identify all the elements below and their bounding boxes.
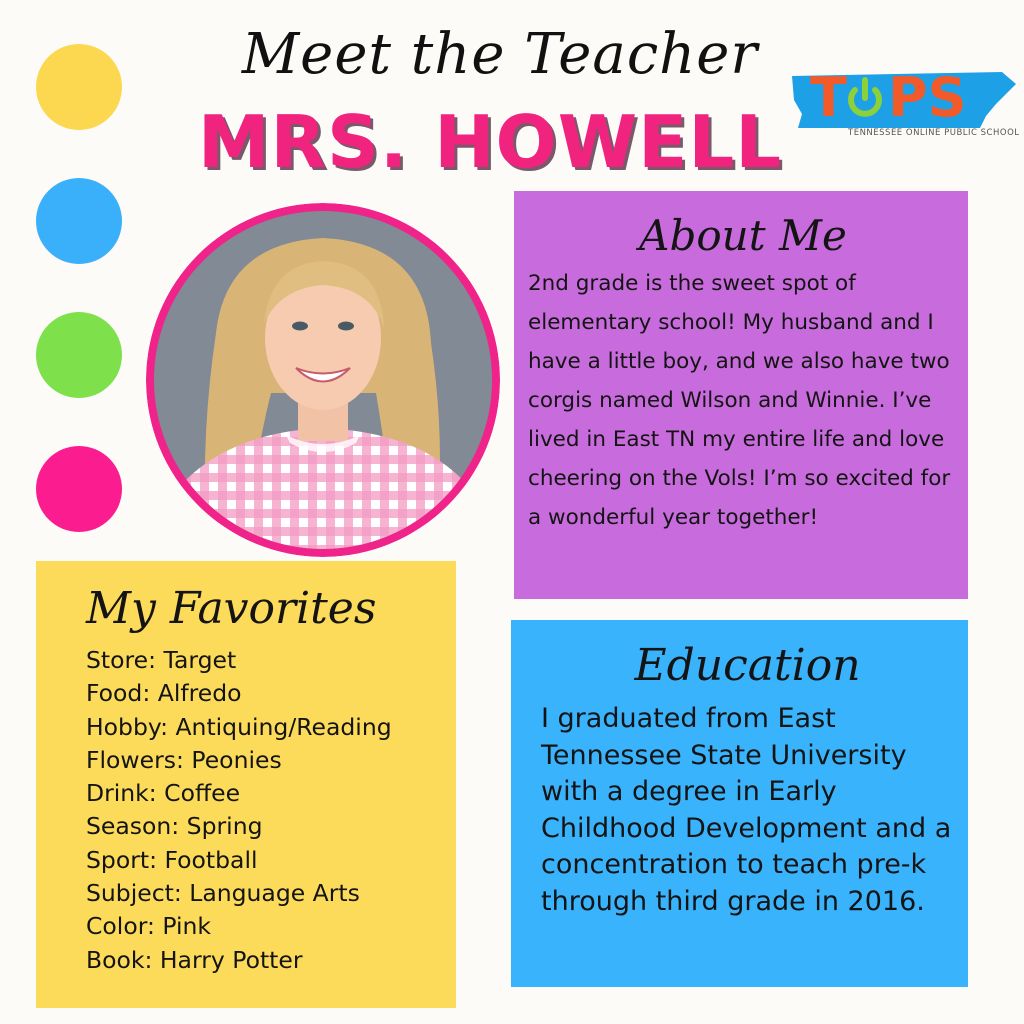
favorite-item: Flowers: Peonies bbox=[86, 745, 282, 774]
favorite-item: Sport: Football bbox=[86, 845, 258, 874]
favorite-item: Drink: Coffee bbox=[86, 779, 241, 808]
teacher-name: MRS. HOWELL bbox=[197, 100, 783, 184]
education-panel bbox=[511, 620, 968, 987]
favorite-item: Season: Spring bbox=[86, 812, 263, 841]
teacher-photo bbox=[146, 203, 500, 557]
about-me-panel bbox=[514, 191, 968, 599]
logo-letters-ps: PS bbox=[888, 66, 967, 129]
favorites-title: My Favorites bbox=[86, 583, 377, 634]
favorite-item: Book: Harry Potter bbox=[86, 945, 303, 974]
header-script-title: Meet the Teacher bbox=[241, 22, 759, 87]
decorative-dot-blue bbox=[36, 178, 122, 264]
power-icon bbox=[846, 76, 884, 120]
decorative-dot-pink bbox=[36, 446, 122, 532]
favorite-item: Color: Pink bbox=[86, 912, 212, 941]
education-title: Education bbox=[634, 640, 861, 691]
decorative-dot-green bbox=[36, 312, 122, 398]
about-me-text: 2nd grade is the sweet spot of elementary school! My husband and I have a little boy, and we also have two corgis named Wilson and Winnie. I’ve lived in East TN my entire life and love cheering on the Vols! I’m so excited for a wonderful year together! bbox=[528, 271, 951, 530]
about-me-title: About Me bbox=[639, 211, 847, 260]
logo-letter-t: T bbox=[810, 66, 847, 129]
favorite-item: Food: Alfredo bbox=[86, 679, 242, 708]
education-text: I graduated from East Tennessee State University with a degree in Early Childhood Development and a concentration to teach pre-k through third grade in 2016. bbox=[541, 703, 952, 917]
favorites-panel bbox=[36, 561, 456, 1008]
favorite-item: Hobby: Antiquing/Reading bbox=[86, 712, 392, 741]
favorite-item: Store: Target bbox=[86, 646, 237, 674]
favorite-item: Subject: Language Arts bbox=[86, 879, 360, 908]
tops-logo bbox=[790, 62, 1020, 140]
logo-school-name: TENNESSEE ONLINE PUBLIC SCHOOL bbox=[848, 128, 1020, 138]
teacher-portrait-icon bbox=[146, 203, 500, 557]
decorative-dot-yellow bbox=[36, 44, 122, 130]
